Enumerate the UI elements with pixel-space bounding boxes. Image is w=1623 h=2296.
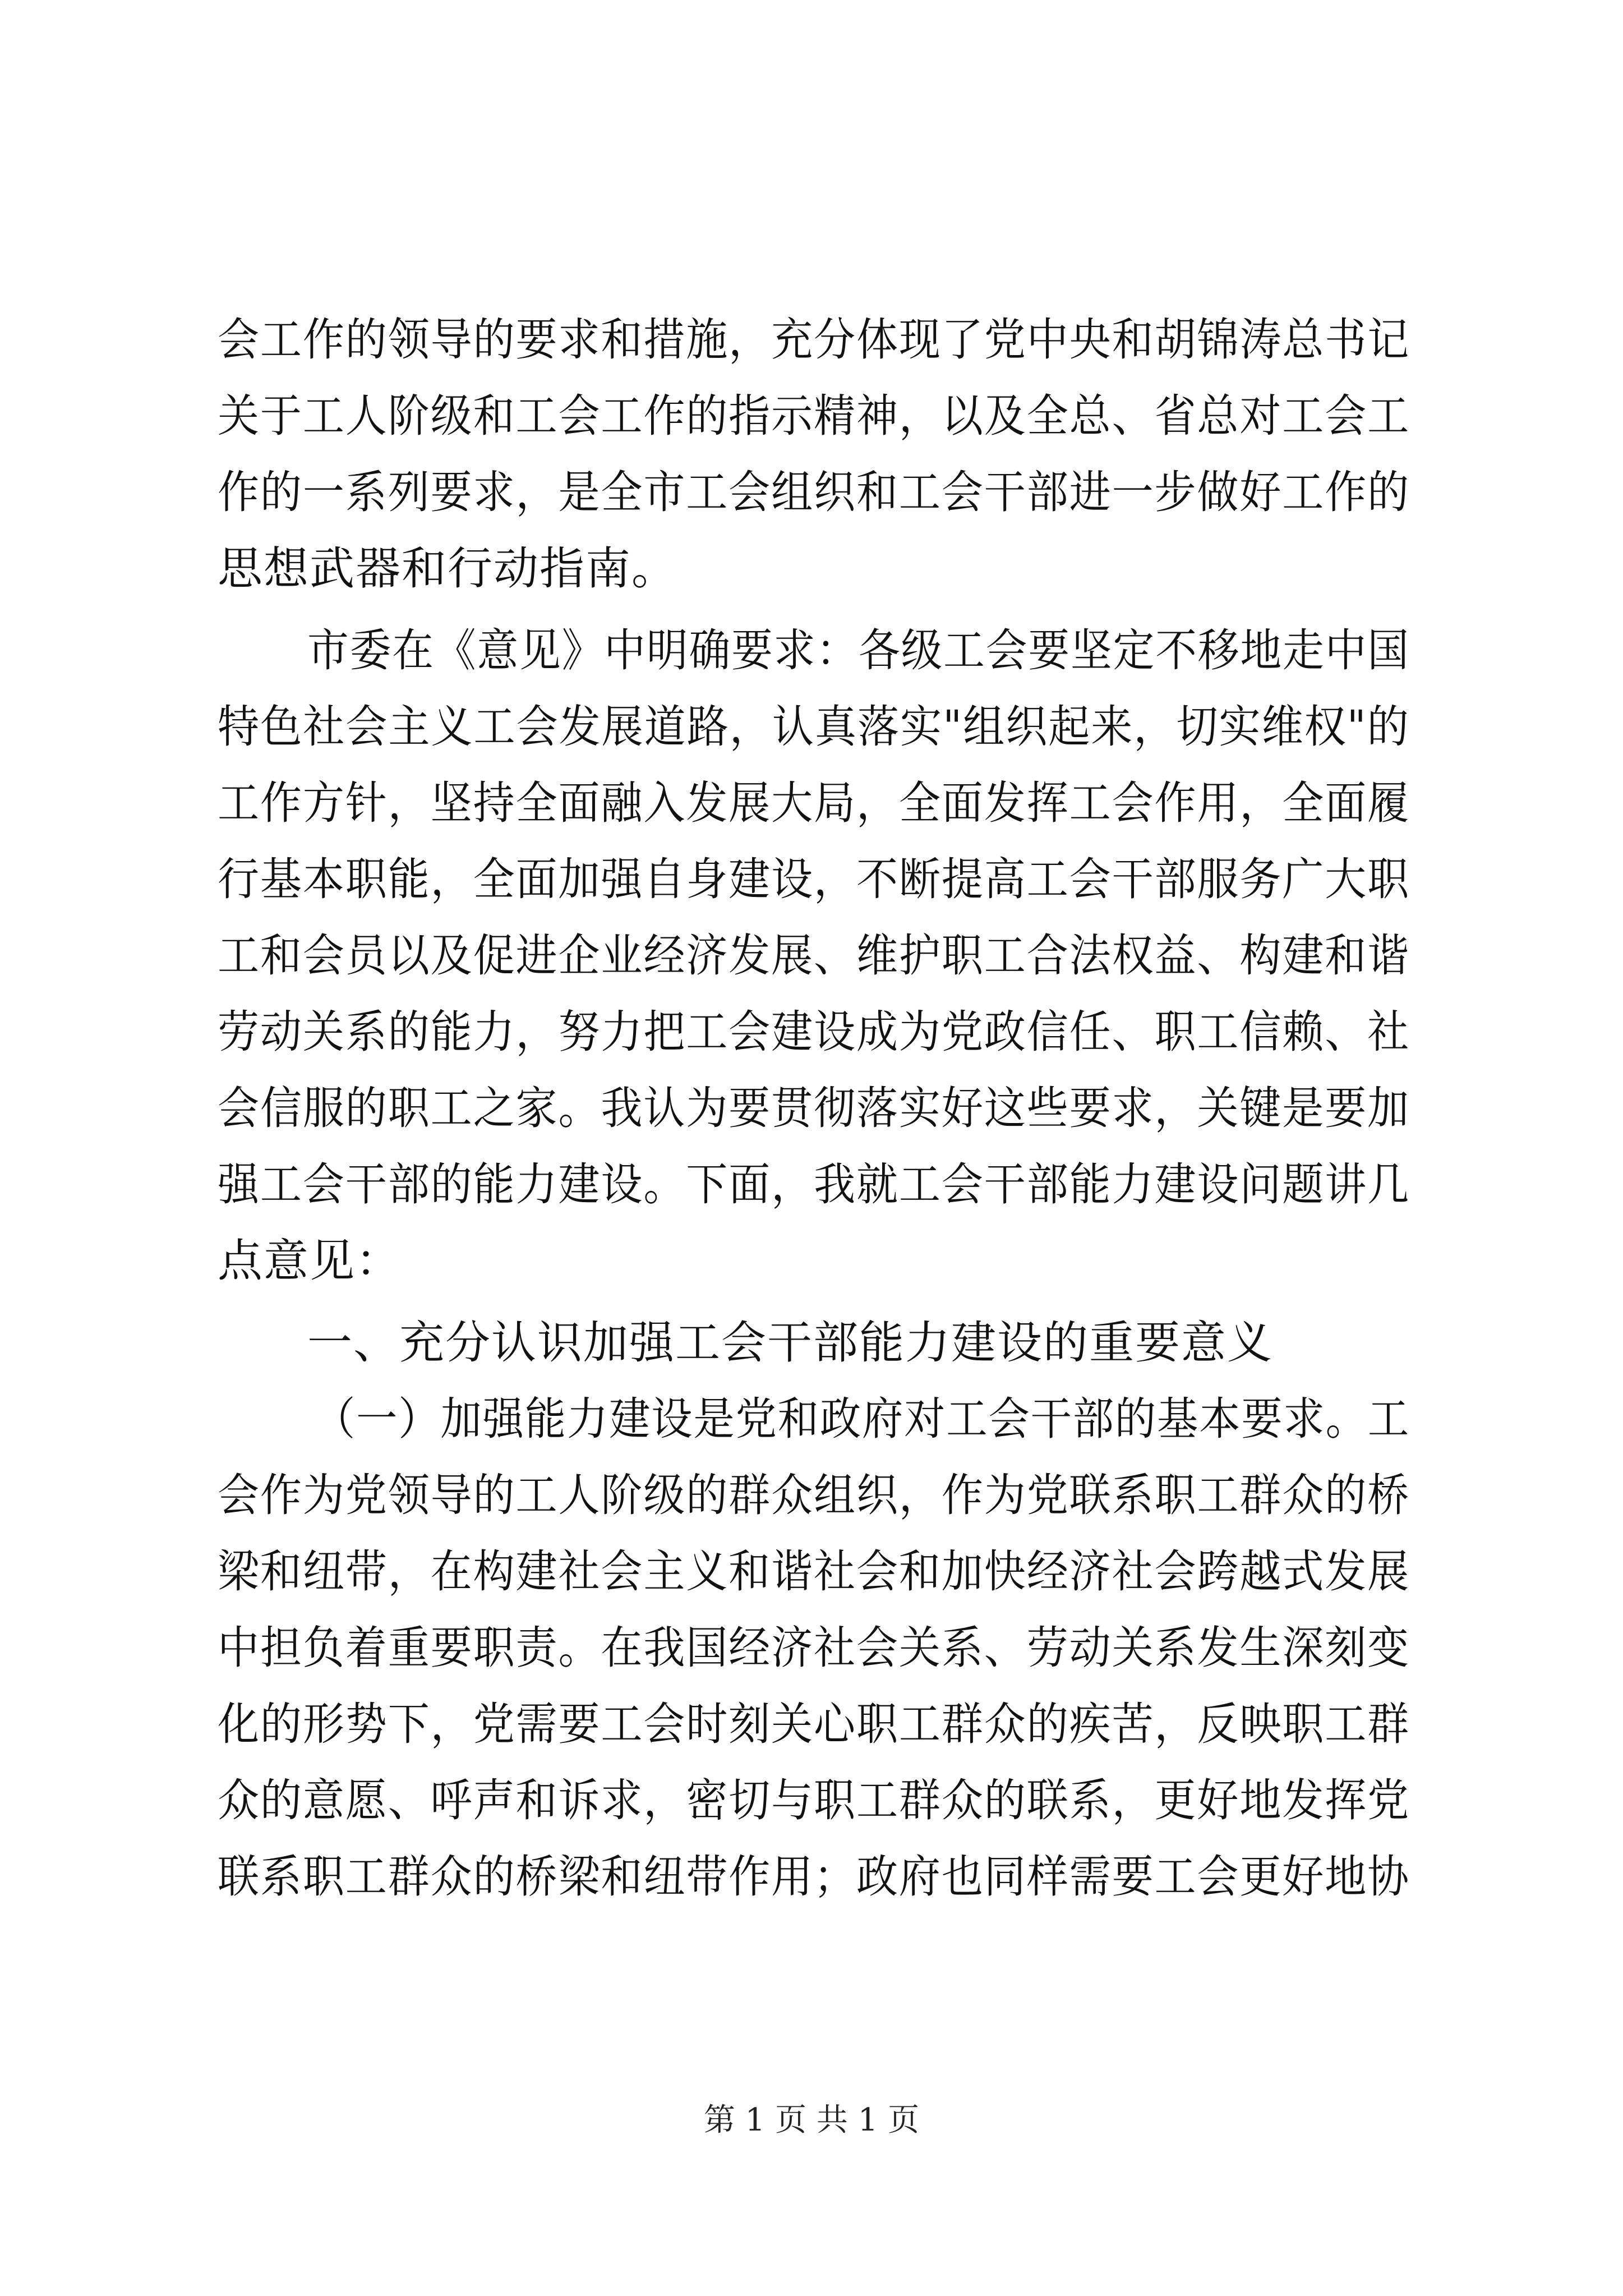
body-line: 特色社会主义工会发展道路，认真落实"组织起来，切实维权"的	[218, 701, 1410, 753]
body-line: 劳动关系的能力，努力把工会建设成为党政信任、职工信赖、社	[218, 1006, 1410, 1058]
body-line: （一）加强能力建设是党和政府对工会干部的基本要求。工	[314, 1393, 1410, 1445]
body-line: 点意见：	[218, 1235, 402, 1287]
body-line: 中担负着重要职责。在我国经济社会关系、劳动关系发生深刻变	[218, 1622, 1410, 1674]
body-line: 会信服的职工之家。我认为要贯彻落实好这些要求，关键是要加	[218, 1082, 1410, 1134]
body-line: 作的一系列要求，是全市工会组织和工会干部进一步做好工作的	[218, 466, 1410, 518]
body-line: 关于工人阶级和工会工作的指示精神，以及全总、省总对工会工	[218, 390, 1410, 442]
body-line: 市委在《意见》中明确要求：各级工会要坚定不移地走中国	[307, 624, 1410, 677]
section-heading: 一、充分认识加强工会干部能力建设的重要意义	[307, 1317, 1273, 1369]
body-line: 梁和纽带，在构建社会主义和谐社会和加快经济社会跨越式发展	[218, 1545, 1410, 1598]
body-line: 联系职工群众的桥梁和纽带作用；政府也同样需要工会更好地协	[218, 1851, 1410, 1903]
body-line: 众的意愿、呼声和诉求，密切与职工群众的联系，更好地发挥党	[218, 1774, 1410, 1826]
body-line: 强工会干部的能力建设。下面，我就工会干部能力建设问题讲几	[218, 1158, 1410, 1211]
body-line: 工作方针，坚持全面融入发展大局，全面发挥工会作用，全面履	[218, 777, 1410, 829]
body-line: 化的形势下，党需要工会时刻关心职工群众的疾苦，反映职工群	[218, 1698, 1410, 1750]
body-line: 思想武器和行动指南。	[218, 542, 677, 595]
page-footer: 第 1 页 共 1 页	[703, 2102, 920, 2138]
body-line: 会作为党领导的工人阶级的群众组织，作为党联系职工群众的桥	[218, 1469, 1410, 1521]
body-line: 会工作的领导的要求和措施，充分体现了党中央和胡锦涛总书记	[218, 314, 1410, 366]
body-line: 行基本职能，全面加强自身建设，不断提高工会干部服务广大职	[218, 853, 1410, 905]
body-line: 工和会员以及促进企业经济发展、维护职工合法权益、构建和谐	[218, 930, 1410, 982]
